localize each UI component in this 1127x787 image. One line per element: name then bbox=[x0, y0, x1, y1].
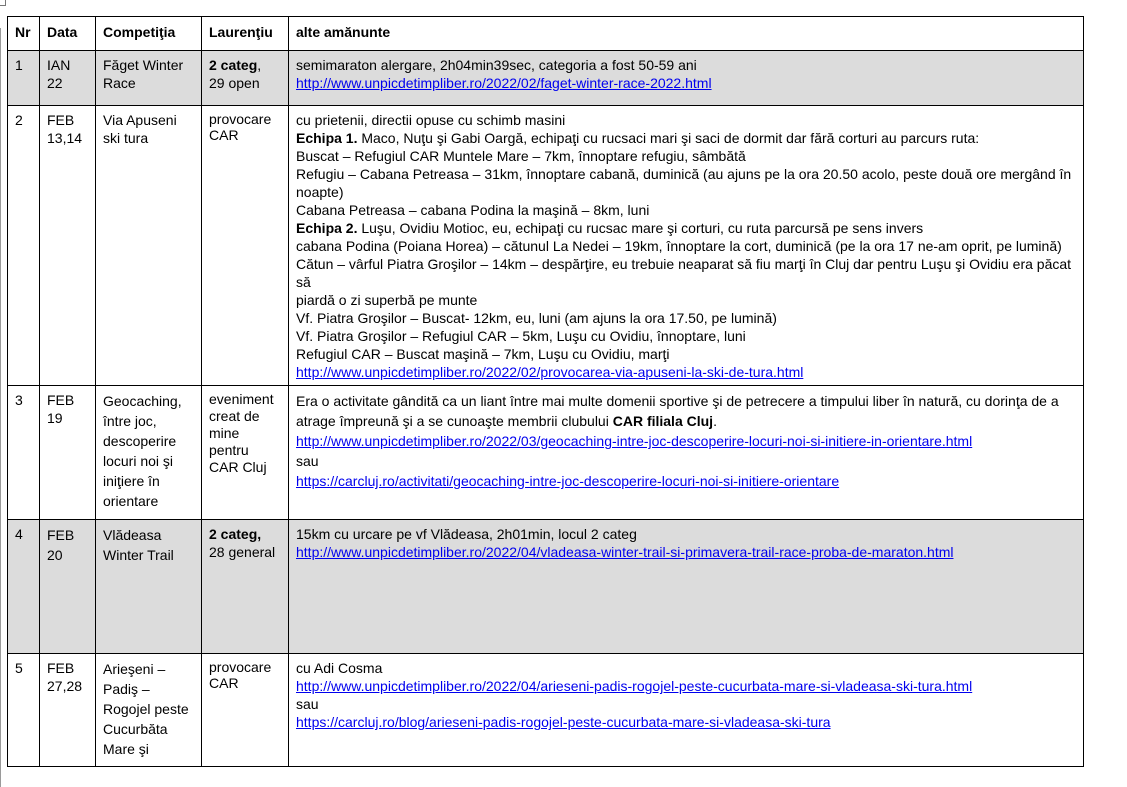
page-corner-mark bbox=[0, 0, 6, 6]
row-competition bbox=[96, 386, 202, 520]
date-line: 27,28 bbox=[47, 678, 83, 694]
row-date bbox=[40, 386, 96, 520]
details-line: . bbox=[713, 413, 717, 429]
date-line: FEB bbox=[47, 112, 75, 128]
competition-line: locuri noi şi bbox=[103, 453, 174, 469]
competition-line: descoperire bbox=[103, 433, 177, 449]
header-competitia: Competiţia bbox=[96, 17, 202, 51]
date-line: 13,14 bbox=[47, 130, 83, 146]
result-line: pentru bbox=[209, 442, 249, 458]
header-row bbox=[8, 17, 1084, 51]
details-line: 15km cu urcare pe vf Vlădeasa, 2h01min, locul 2 categ bbox=[296, 526, 637, 542]
competition-line: între joc, bbox=[103, 413, 157, 429]
table-row bbox=[8, 106, 1084, 386]
row-competition bbox=[96, 51, 202, 106]
competition-line: Geocaching, bbox=[103, 393, 182, 409]
result-rank: 28 general bbox=[209, 544, 276, 560]
result-line: mine bbox=[209, 425, 240, 441]
row-details bbox=[289, 386, 1084, 520]
table-row bbox=[8, 654, 1084, 767]
team-label: Echipa 2. bbox=[296, 220, 358, 236]
header-data: Data bbox=[40, 17, 96, 51]
details-separator: sau bbox=[296, 453, 319, 469]
club-name: CAR filiala Cluj bbox=[612, 413, 714, 429]
row-date bbox=[40, 520, 96, 654]
details-line: cabana Podina (Poiana Horea) – cătunul La Nedei – 19km, înnoptare la cort, duminică (pe la ora 17 ne-am oprit, pe lumină) bbox=[296, 238, 1062, 254]
row-result bbox=[202, 386, 289, 520]
row-details bbox=[289, 51, 1084, 106]
competition-line: ski tura bbox=[103, 130, 149, 146]
details-line: Luşu, Ovidiu Motioc, eu, echipaţi cu rucsac mare şi corturi, cu ruta parcursă pe sens invers bbox=[357, 220, 924, 236]
row-nr: 5 bbox=[8, 654, 40, 767]
details-line: noapte) bbox=[296, 184, 344, 200]
result-line: provocare bbox=[209, 111, 272, 127]
date-line: FEB bbox=[47, 660, 75, 676]
competition-line: Via Apuseni bbox=[103, 112, 177, 128]
competition-line: Race bbox=[103, 75, 136, 91]
date-line: FEB bbox=[47, 392, 75, 408]
row-result bbox=[202, 51, 289, 106]
row-details bbox=[289, 654, 1084, 767]
header-laurentiu: Laurenţiu bbox=[202, 17, 289, 51]
result-comma: , bbox=[257, 57, 262, 73]
details-link[interactable]: http://www.unpicdetimpliber.ro/2022/02/faget-winter-race-2022.html bbox=[296, 75, 712, 91]
details-line: Vf. Piatra Groşilor – Buscat- 12km, eu, luni (am ajuns la ora 17.50, pe lumină) bbox=[296, 310, 777, 326]
details-link[interactable]: https://carcluj.ro/blog/arieseni-padis-rogojel-peste-cucurbata-mare-si-vladeasa-ski-tura bbox=[296, 714, 831, 730]
details-line: Vf. Piatra Groşilor – Refugiul CAR – 5km, Luşu cu Ovidiu, înnoptare, luni bbox=[296, 328, 746, 344]
result-line: eveniment bbox=[209, 391, 274, 407]
table-row bbox=[8, 520, 1084, 654]
details-line: cu Adi Cosma bbox=[296, 660, 383, 676]
row-result bbox=[202, 654, 289, 767]
header-alte-amanunte: alte amănunte bbox=[289, 17, 1084, 51]
team-label: Echipa 1. bbox=[296, 130, 358, 146]
date-line: 22 bbox=[47, 75, 63, 91]
row-nr: 1 bbox=[8, 51, 40, 106]
details-link[interactable]: http://www.unpicdetimpliber.ro/2022/04/vladeasa-winter-trail-si-primavera-trail-race-proba-de-maraton.html bbox=[296, 544, 954, 560]
row-details bbox=[289, 106, 1084, 386]
competitions-table bbox=[7, 16, 1084, 767]
details-line: semimaraton alergare, 2h04min39sec, categoria a fost 50-59 ani bbox=[296, 57, 697, 73]
details-line: Refugiul CAR – Buscat maşină – 7km, Luşu cu Ovidiu, marţi bbox=[296, 346, 670, 362]
row-result bbox=[202, 106, 289, 386]
result-line: provocare bbox=[209, 659, 272, 675]
competition-line: Rogojel peste bbox=[103, 701, 189, 717]
competition-line: Cucurbăta bbox=[103, 721, 168, 737]
date-line: FEB bbox=[47, 527, 75, 543]
details-line: Buscat – Refugiul CAR Muntele Mare – 7km, înnoptare refugiu, sâmbătă bbox=[296, 148, 746, 164]
row-nr: 2 bbox=[8, 106, 40, 386]
result-category: 2 categ bbox=[209, 57, 258, 73]
details-line: piardă o zi superbă pe munte bbox=[296, 292, 478, 308]
result-line: CAR Cluj bbox=[209, 459, 267, 475]
header-nr: Nr bbox=[8, 17, 40, 51]
date-line: 19 bbox=[47, 410, 63, 426]
competition-line: Winter Trail bbox=[103, 547, 174, 563]
competition-line: orientare bbox=[103, 493, 159, 509]
page-margin-rule bbox=[0, 28, 1, 787]
details-line: Refugiu – Cabana Petreasa – 31km, înnoptare cabană, duminică (au ajuns pe la ora 20.50 acolo, peste două ore mergând în bbox=[296, 166, 1072, 182]
row-competition bbox=[96, 654, 202, 767]
row-competition bbox=[96, 106, 202, 386]
competition-line: Făget Winter bbox=[103, 57, 184, 73]
row-date bbox=[40, 106, 96, 386]
details-link[interactable]: http://www.unpicdetimpliber.ro/2022/04/arieseni-padis-rogojel-peste-cucurbata-mare-si-vladeasa-ski-tura.html bbox=[296, 678, 973, 694]
competition-line: Arieşeni – bbox=[103, 661, 166, 677]
details-link[interactable]: http://www.unpicdetimpliber.ro/2022/02/provocarea-via-apuseni-la-ski-de-tura.html bbox=[296, 364, 804, 380]
details-line: cu prietenii, directii opuse cu schimb masini bbox=[296, 112, 566, 128]
date-line: 20 bbox=[47, 547, 63, 563]
result-line: CAR bbox=[209, 675, 239, 691]
details-link[interactable]: http://www.unpicdetimpliber.ro/2022/03/geocaching-intre-joc-descoperire-locuri-noi-si-initiere-in-orientare.html bbox=[296, 433, 973, 449]
result-line: CAR bbox=[209, 127, 239, 143]
date-line: IAN bbox=[47, 57, 71, 73]
row-date bbox=[40, 654, 96, 767]
details-line: Cabana Petreasa – cabana Podina la maşină – 8km, luni bbox=[296, 202, 650, 218]
details-line: Maco, Nuţu şi Gabi Oargă, echipaţi cu rucsaci mari şi saci de dormit dar fără corturi au parcurs ruta: bbox=[357, 130, 980, 146]
table-row bbox=[8, 386, 1084, 520]
competition-line: Vlădeasa bbox=[103, 527, 162, 543]
details-separator: sau bbox=[296, 696, 319, 712]
competition-line: Padiş – bbox=[103, 681, 150, 697]
details-line: Cătun – vârful Piatra Groşilor – 14km – despărţire, eu trebuie neaparat să fiu marţi în Cluj dar pentru Luşu şi Ovidiu era păcat să bbox=[296, 256, 1072, 290]
details-link[interactable]: https://carcluj.ro/activitati/geocaching-intre-joc-descoperire-locuri-noi-si-initiere-orientare bbox=[296, 473, 840, 489]
row-date bbox=[40, 51, 96, 106]
row-result bbox=[202, 520, 289, 654]
details-line: atrage împreună şi a se cunoaşte membrii clubului bbox=[296, 413, 613, 429]
details-line: Era o activitate gândită ca un liant între mai multe domenii sportive şi de petrecere a timpului liber în natură, cu dorinţa de a bbox=[296, 393, 1059, 409]
result-category: 2 categ, bbox=[209, 526, 262, 542]
competition-line: Mare şi bbox=[103, 741, 149, 757]
row-details bbox=[289, 520, 1084, 654]
row-nr: 4 bbox=[8, 520, 40, 654]
competition-line: iniţiere în bbox=[103, 473, 160, 489]
table-row bbox=[8, 51, 1084, 106]
result-rank: 29 open bbox=[209, 75, 260, 91]
row-competition bbox=[96, 520, 202, 654]
row-nr: 3 bbox=[8, 386, 40, 520]
result-line: creat de bbox=[209, 408, 260, 424]
